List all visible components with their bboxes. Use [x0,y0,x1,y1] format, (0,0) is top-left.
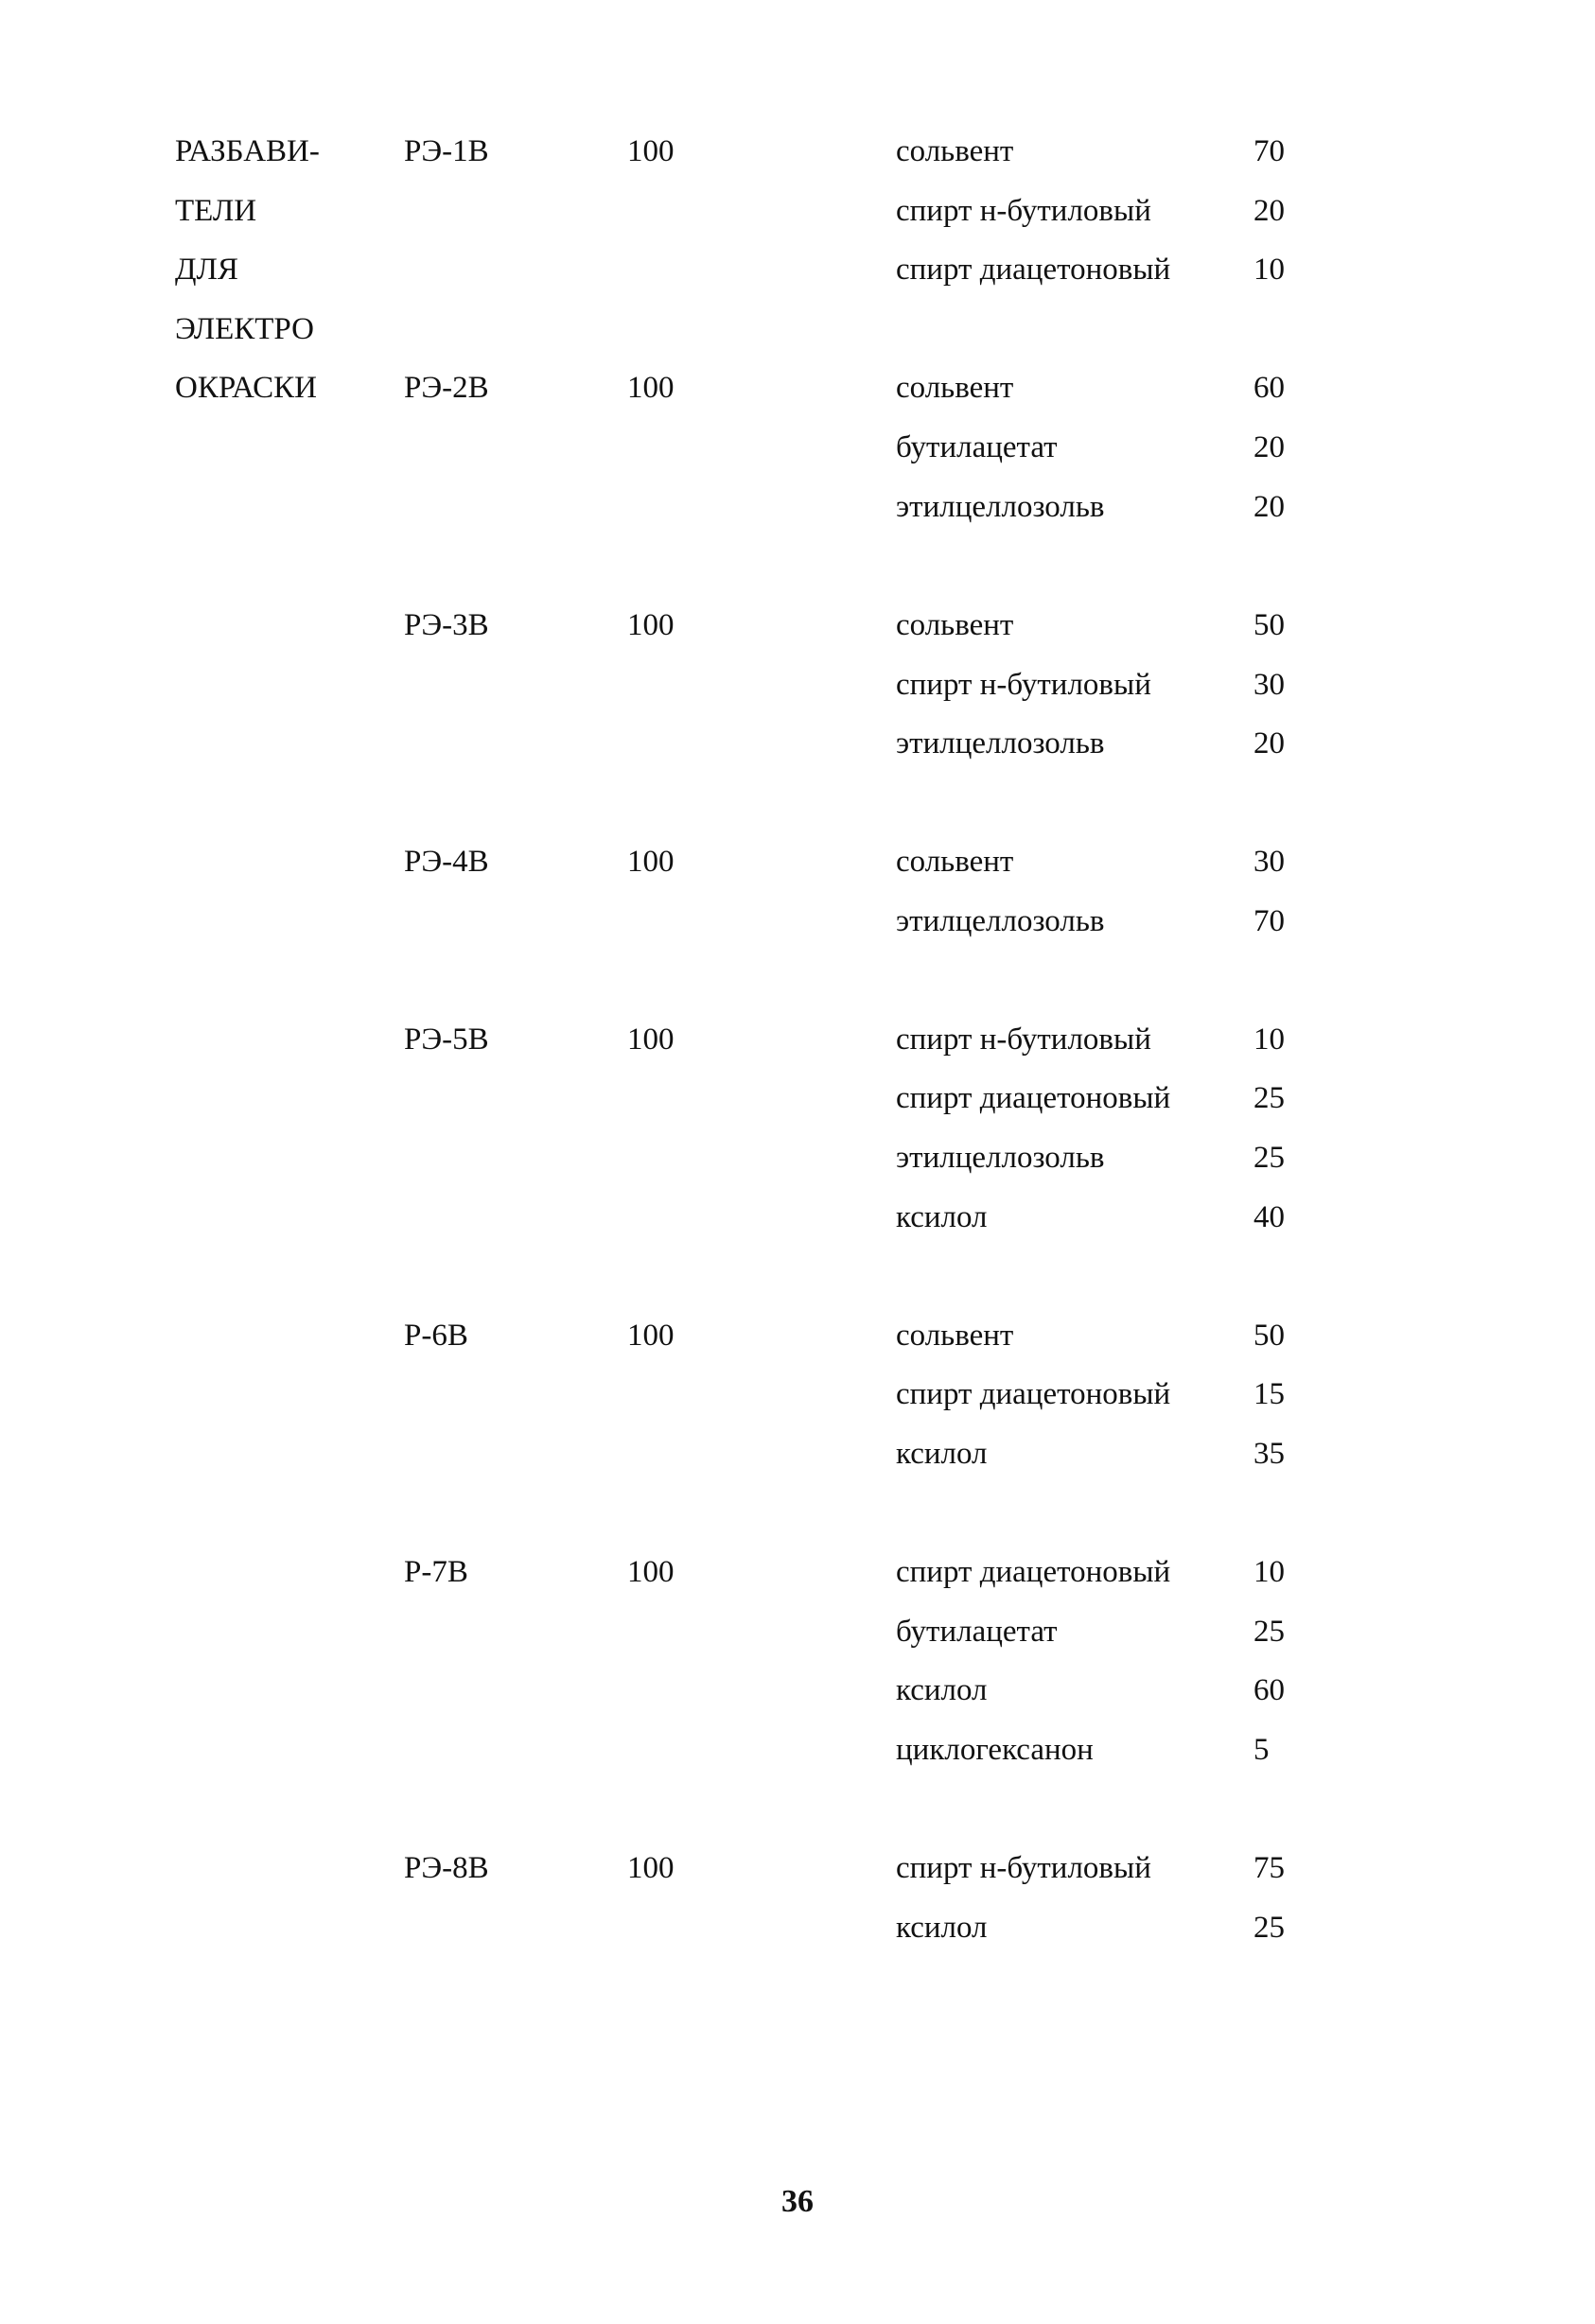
component-value: 20 [1253,726,1285,760]
component-name: сольвент [896,1319,1014,1353]
component-name: сольвент [896,134,1014,168]
component-name: этилцеллозольв [896,904,1105,938]
component-value: 35 [1253,1437,1285,1471]
product-total: 100 [627,1022,675,1057]
component-name: ксилол [896,1911,988,1945]
product-total: 100 [627,371,675,405]
product-name: РЭ-1В [404,134,489,168]
category-line: ОКРАСКИ [175,371,318,405]
component-value: 10 [1253,253,1285,287]
component-value: 5 [1253,1733,1270,1767]
component-name: спирт диацетоновый [896,1377,1171,1411]
component-value: 70 [1253,904,1285,938]
component-value: 50 [1253,1319,1285,1353]
product-name: РЭ-3В [404,608,489,642]
component-value: 75 [1253,1851,1285,1885]
component-name: спирт н-бутиловый [896,1022,1151,1057]
product-total: 100 [627,134,675,168]
page-number: 36 [781,2184,814,2219]
component-value: 20 [1253,430,1285,464]
product-total: 100 [627,845,675,879]
component-value: 30 [1253,845,1285,879]
component-name: спирт н-бутиловый [896,194,1151,228]
component-value: 25 [1253,1141,1285,1175]
component-value: 20 [1253,490,1285,524]
component-name: циклогексанон [896,1733,1094,1767]
component-name: этилцеллозольв [896,490,1105,524]
component-name: ксилол [896,1437,988,1471]
component-value: 25 [1253,1081,1285,1115]
product-name: РЭ-5В [404,1022,489,1057]
component-name: спирт диацетоновый [896,1081,1171,1115]
component-name: ксилол [896,1200,988,1234]
product-name: РЭ-8В [404,1851,489,1885]
category-line: РАЗБАВИ- [175,134,320,168]
component-value: 10 [1253,1022,1285,1057]
category-line: ЭЛЕКТРО [175,312,315,346]
product-name: Р-6В [404,1319,468,1353]
component-value: 10 [1253,1555,1285,1589]
component-value: 30 [1253,668,1285,702]
product-name: РЭ-2В [404,371,489,405]
component-value: 40 [1253,1200,1285,1234]
component-name: спирт н-бутиловый [896,668,1151,702]
component-value: 60 [1253,1673,1285,1707]
component-name: сольвент [896,845,1014,879]
component-name: этилцеллозольв [896,1141,1105,1175]
product-name: Р-7В [404,1555,468,1589]
component-value: 15 [1253,1377,1285,1411]
component-value: 20 [1253,194,1285,228]
component-value: 70 [1253,134,1285,168]
component-name: этилцеллозольв [896,726,1105,760]
component-value: 50 [1253,608,1285,642]
component-name: спирт н-бутиловый [896,1851,1151,1885]
component-value: 60 [1253,371,1285,405]
product-total: 100 [627,1319,675,1353]
component-name: бутилацетат [896,1615,1058,1649]
product-total: 100 [627,1555,675,1589]
product-name: РЭ-4В [404,845,489,879]
category-line: ТЕЛИ [175,194,257,228]
component-name: ксилол [896,1673,988,1707]
component-name: спирт диацетоновый [896,253,1171,287]
category-line: ДЛЯ [175,253,238,287]
component-name: бутилацетат [896,430,1058,464]
product-total: 100 [627,1851,675,1885]
product-total: 100 [627,608,675,642]
component-name: сольвент [896,608,1014,642]
component-value: 25 [1253,1911,1285,1945]
component-name: сольвент [896,371,1014,405]
component-value: 25 [1253,1615,1285,1649]
component-name: спирт диацетоновый [896,1555,1171,1589]
